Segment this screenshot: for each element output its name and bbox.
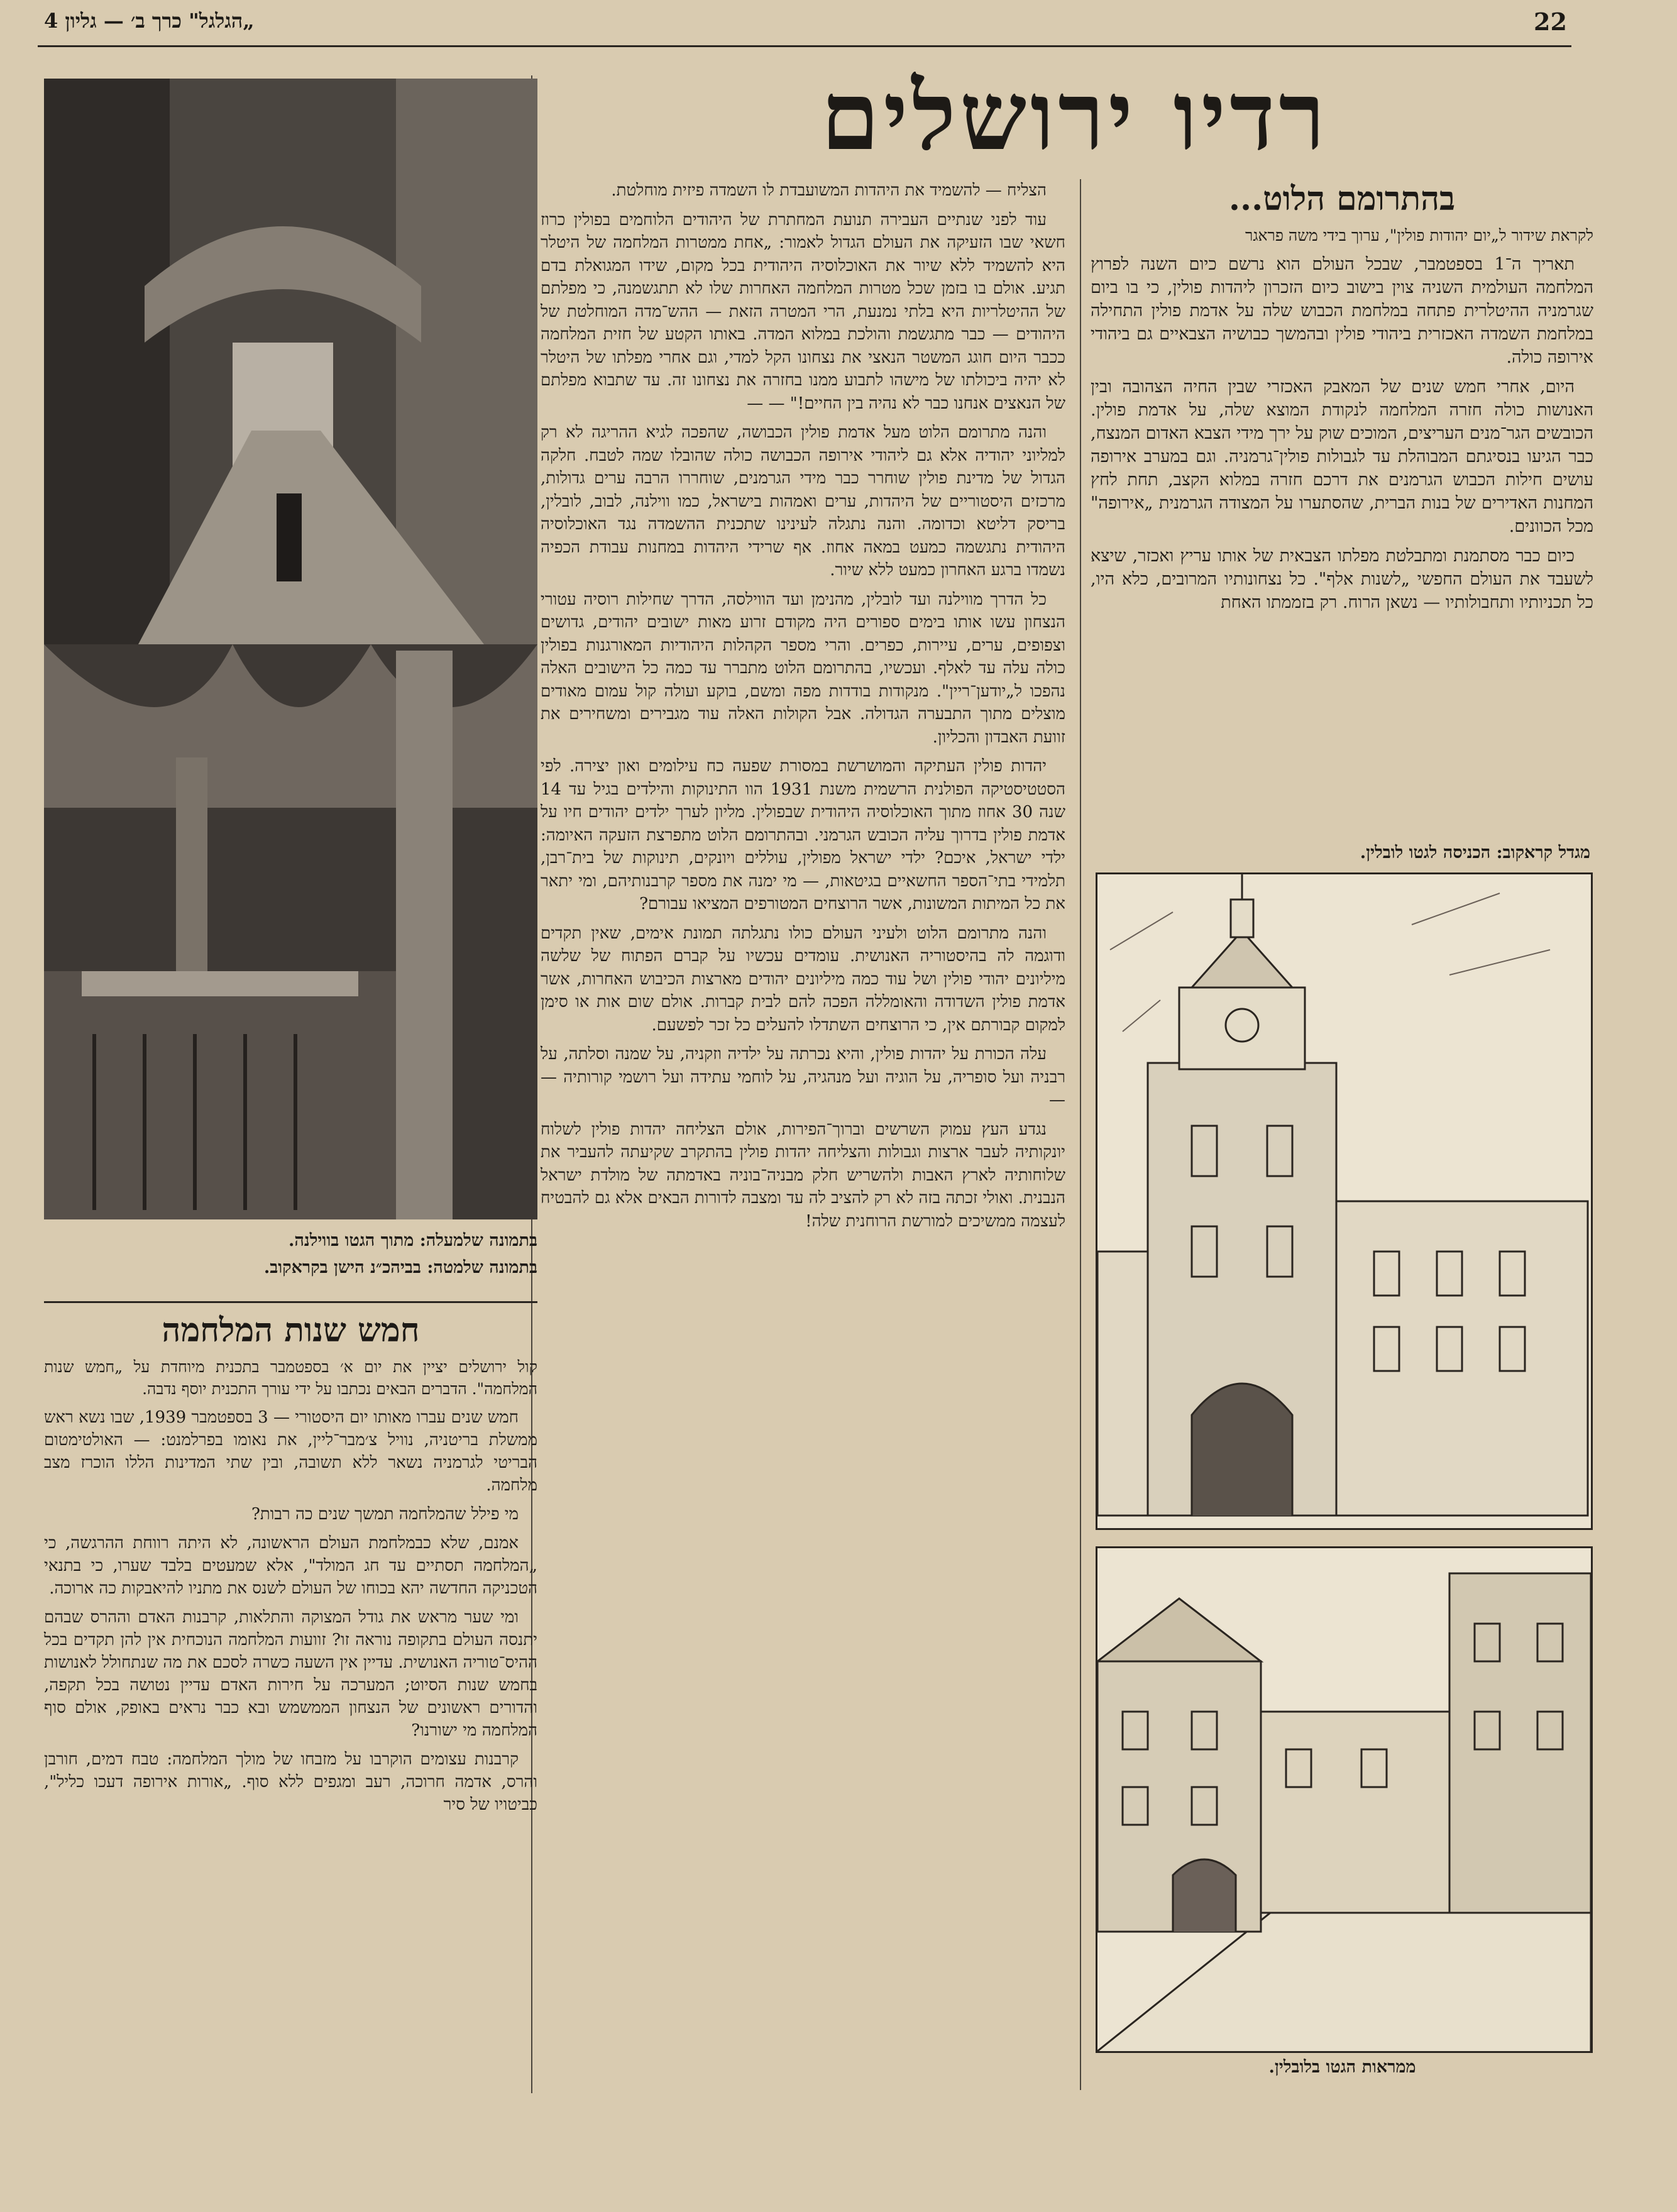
page-number: 22 [1534, 8, 1567, 36]
right-article-paragraph: תאריך ה־1 בספטמבר, שבכל העולם הוא נרשם כיום השנה לפרוץ המלחמה העולמית השניה צוין בישוב כיום הזכרון ליהדות פולין, כי בו ביום שגרמניה ההיטלרית פתחה במלחמת הכבוש שלה על אדמת פולין התחילה במלחמת השמדה האכזרית ביהודי פולין ובהמשך כבושיה הצבאיים גם ביהודי אירופה כולה. [1091, 255, 1593, 367]
vilna-photo-shapes [44, 79, 537, 644]
middle-article-paragraph: הצליח — להשמיד את היהדות המשועבדת לו השמדה פיזית מוחלטת. [611, 181, 1047, 200]
header-rule [38, 45, 1571, 47]
middle-article-paragraph: עוד לפני שנתיים העבירה תנועת המחתרת של היהודים הלוחמים בפולין כרוז חשאי שבו הזעיקה את העולם הגדול לאמור: „אחת ממטרות המלחמה של היטלר היא להשמיד ללא שיור את האוכלוסיה היהודית בכל מקום, שידו המגואלת בדם תגיע. אולם בו בזמן שכל מטרות המלחמה האחרות שלו לא תתגשמנה, כי מפלתם של ההיטלריות היא בלתי נמנעת, הרי המטרה הזאת — ההש־מדה המוחלטת של היהודים — כבר מתגשמת והולכת במלוא המדה. באותו הקטע של חזית המלחמה ככבר היום חוגג המשטר הנאצי את נצחונו הקל למדי, וגם אחרי מפלתו של היטלר לא יהיה ביכולתו של מישהו לתבוע ממנו בחזרה את נצחונו זה. עד שתבוא מפלתם של הנאצים אנחנו כבר לא נהיה בין החיים!" — — [541, 210, 1065, 413]
middle-article [541, 179, 1065, 2096]
masthead: רדיו ירושלים [820, 61, 1329, 172]
left-article [44, 1311, 537, 2096]
left-article-paragraph: חמש שנים עברו מאותו יום היסטורי — 3 בספטמבר 1939, שבו נשא ראש ממשלת בריטניה, נוויל צ׳מבר־ליין, את נאומו בפרלמנט: — האולטימטום הבריטי לגרמניה נשאר ללא תשובה, ובין שתי המדינות הללו הוכרז מצב מלחמה. [44, 1408, 537, 1495]
middle-article-paragraph: נגדע העץ עמוק השרשים וברוך־הפירות, אולם הצליחה יהדות פולין לשלוח יונקותיה לעבר ארצות וגבולות והצליחה יהדות פולין בהתקרב שקיעתה להעביר את שלוחותיה לארץ האבות ולהשריש חלק מבניה־בוניה באדמתה של מולדת ישראל הנבנית. ואולי זכתה בזה לא רק להציב לה עד ומצבה לדורות הבאים אלא גם להבטיח לעצמה ממשיכים למורשת הרוחנית שלה! [541, 1120, 1065, 1231]
middle-article-paragraph: כל הדרך מווילנה ועד לובלין, מהנימן ועד הווילסה, הדרך שחילות רוסיה עטורי הנצחון עשו אותו בימים ספורים היה מקודם זרוע מאות ישובים יהודים, גדושים וצפופים, ערים, עיירות, כפרים. והרי מספר הקהלות היהודיות המאורגנות בפולין כולה עלה עד לאלף. ועכשיו, בהתרומם הלוט מתברר עד כמה כל הישובים האלה נהפכו ל„יודען־ריין". מנקודות בודדות מפה ומשם, בוקע ועולה קול עמום מאודים מוצלים מתוך התבערה הגדולה. אבל הקולות האלה עוד מגבירים ומשחירים את זוועת האבדון והכליון. [541, 590, 1065, 747]
middle-article-paragraph: והנה מתרומם הלוט מעל אדמת פולין הכבושה, שהפכה לגיא ההריגה לא רק למליוני יהודיה אלא גם ליהודי אירופה הכבושה כולה שהובלו שמה לטבח. חלקה הגדול של מדינת פולין שוחרר כבר מידי הגרמנים, שוחררו הרבה ערים גדולות, מרכזים היסטוריים של היהדות, ערים ואמהות בישראל, כמו ווילנה, לבוב, לובלין, בריסק דליטא וכדומה. והנה נתגלה לעינינו שתכנית ההשמדה נגד האוכלוסיה היהודית נתגשמה כמעט במאה אחוז. אף שרידי היהדות במחנות עבודת הכפיה נשמדו ברגע האחרון כמעט ללא שיור. [541, 423, 1065, 580]
photo-krakow-synagogue [44, 644, 537, 1219]
left-article-paragraph: קרבנות עצומים הוקרבו על מזבחו של מולך המלחמה: טבח דמים, חורבן והרס, אדמה חרוכה, רעב ומגפים ללא סוף. „אורות אירופה דעכו כליל", כביטויו של סיר [44, 1750, 537, 1814]
middle-article-paragraph: יהדות פולין העתיקה והמושרשת במסורת שפעה כח עילומים ואון יצירה. לפי הסטטיסטיקה הפולנית הרשמית משנת 1931 הוו התינוקות והילדים בגיל עד 14 שנה 30 אחוז מתוך האוכלוסיה היהודית שבפולין. מליון לערך ילדים יהודים חיו על אדמת פולין בדרוך עליה הכובש הגרמני. ובהתרומם הלוט מתפרצת הזעקה האיומה: ילדי ישראל, איכם? ילדי ישראל מפולין, עוללים ויונקים, תינוקות של בית־רבן, תלמידי בתי־הספר החשאיים בגיטאות, — מי ימנה את מספר קרבנותיהם, ומי יתאר את כל המיתות המשונות, אשר הרוצחים המטורפים המציאו עבורם? [541, 757, 1065, 913]
sketch-bottom-caption: ממראות הגטו בלובלין. [1268, 2057, 1416, 2077]
left-article-paragraph: אמנם, שלא כבמלחמת העולם הראשונה, לא היתה רווחת ההרגשה, כי „המלחמה תסתיים עד חג המולד", אלא שמעטים בלבד שערו, כי בתנאי הטכניקה החדשה יהא בכוחו של העולם לשנס את מתניו להיאבקות כה ארוכה. [44, 1534, 537, 1598]
running-title: „הגלגל" כרך ב׳ — גליון 4 [44, 9, 255, 33]
left-article-intro: קול ירושלים יציין את יום א׳ בספטמבר בתכנית מיוחדת על „חמש שנות המלחמה". הדברים הבאים נכתבו על ידי עורך התכנית יוסף נדבה. [44, 1358, 537, 1398]
right-article-paragraph: כיום כבר מסתמנת ומתבלטת מפלתו הצבאית של אותו עריץ ואכזר, שיצא לשעבד את העולם החפשי „לשנות אלף". כל נצחונותיו המרובים, כלא היו, כל תכניותיו ותחבולותיו — נשאן הרוח. רק בזממתו האחת [1091, 546, 1593, 612]
left-article-paragraph: מי פילל שהמלחמה תמשך שנים כה רבות? [251, 1505, 519, 1524]
sketch-krakow-gate [1096, 872, 1593, 1530]
section-rule [44, 1301, 537, 1303]
photo-vilna-ghetto [44, 79, 537, 644]
photo-caption-bottom: בתמונה שלמטה: בביהכ״נ הישן בקראקוב. [263, 1258, 537, 1277]
right-article-title: בהתרומם הלוט... [1228, 180, 1456, 218]
middle-article-paragraph: והנה מתרומם הלוט ולעיני העולם כולו נתגלתה תמונת אימים, שאין תקדים ודוגמה לה בהיסטוריה האנושית. עומדים עכשיו על קברם הפתוח של שלשה מיליונים יהודי פולין ושל עוד כמה מיליונים יהודים מארצות הכיבוש האחרות, אשר אדמת פולין השדודה והאומללה הפכה להם לבית קברות. אולם שום אות או סימן למקום קבורתם אין, כי הרוצחים השתדלו להעלים כל זכר לפשעם. [541, 923, 1065, 1035]
left-article-title: חמש שנות המלחמה [162, 1311, 420, 1350]
right-article [1091, 179, 1593, 827]
synagogue-photo-shapes [44, 644, 537, 1219]
photo-caption-top: בתמונה שלמעלה: מתוך הגטו בווילנה. [288, 1231, 537, 1250]
right-article-intro: לקראת שידור ל„יום יהודות פולין", ערוך בידי משה פראגר [1245, 226, 1593, 245]
left-article-paragraph: ומי שער מראש את גודל המצוקה והתלאות, קרבנות האדם וההרס שבהם יתנסה העולם בתקופה נוראה זו? זוועות המלחמה הנוכחית אין להן תקדים בכל ההיס־טוריה האנושית. עדיין אין השעה כשרה לסכם את מה שנתחולל לאנושות בחמש שנות הסיוט; המערכה על חירות האדם עדיין נטושה בכל תקפה, והדורים ראשונים של הנצחון הממשמש ובא כבר נראים באופק, אולם סוף המלחמה מי ישורנו? [43, 1608, 537, 1740]
right-article-paragraph: היום, אחרי חמש שנים של המאבק האכזרי שבין החיה הצהובה ובין האנושות כולה חזרה המלחמה לנקודת המוצא שלה, על אדמת פולין. הכובשים הגר־מנים העריצים, המוכים שוק על ירך מידי הצבא האדום המנצח, כבר הגיעו בנסיגתם המבוהלת עד לגבולות פולין־גרמניה. וגם במערב אירופה עושים חילות הכבוש הגרמנים את דרכם חזרה במלוא הקצב, תחת לחץ המחנות האדירים של בנות הברית, שהסתערו על המצודה הגרמנית „אירופה" מכל הכוונים. [1091, 377, 1593, 536]
tower-drawing [1097, 874, 1591, 1528]
middle-article-paragraph: עלה הכורת על יהדות פולין, והיא נכרתה על ילדיה וזקניה, על שמנה וסלתה, על רבניה ועל סופריה, על הוגיה ועל מנהגיה, על לוחמי עתידה ועל רושמי קורותיה — — [541, 1045, 1065, 1109]
column-rule [1080, 179, 1081, 2090]
sketch-top-caption: מגדל קראקוב: הכניסה לגטו לובלין. [1360, 843, 1590, 862]
sketch-lublin-ghetto [1096, 1546, 1593, 2053]
street-drawing [1097, 1548, 1591, 2051]
